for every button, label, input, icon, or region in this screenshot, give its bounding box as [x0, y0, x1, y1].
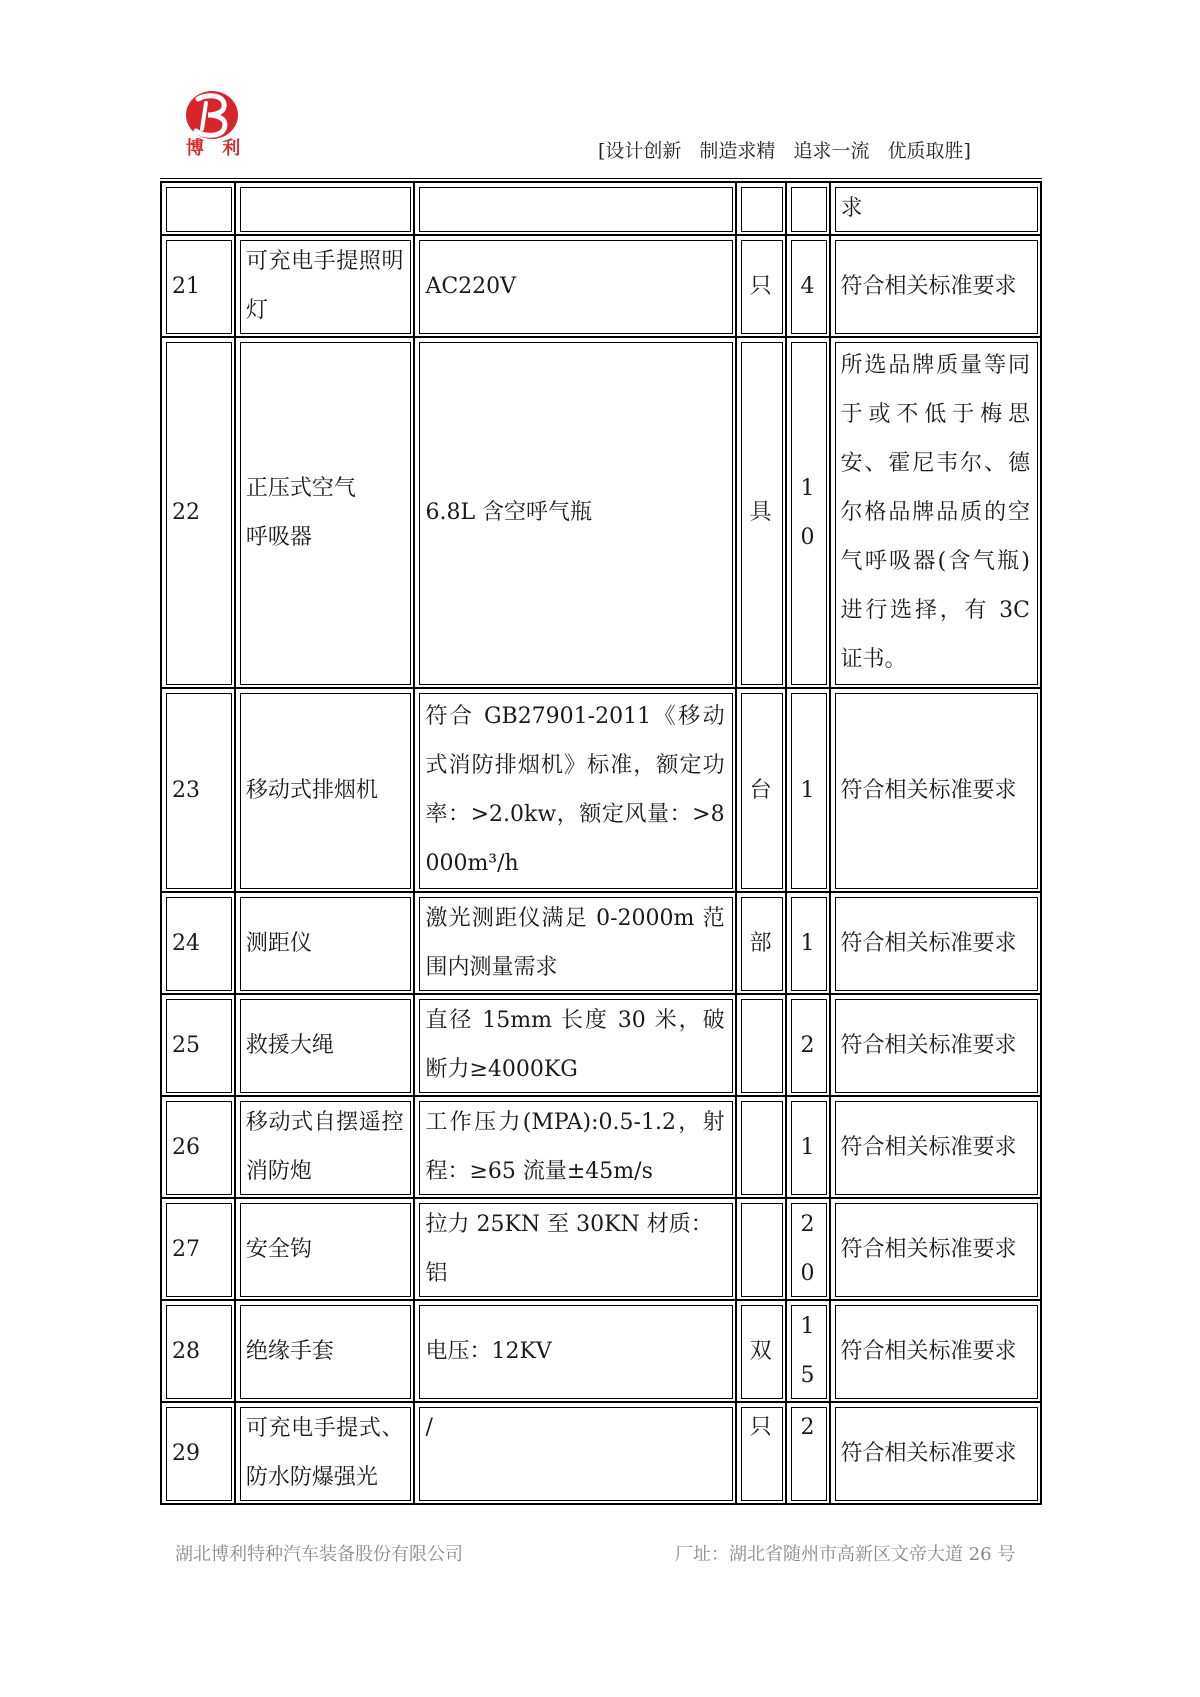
cell-spec: 激光测距仪满足 0-2000m 范围内测量需求	[415, 893, 736, 995]
footer-address: 厂址：湖北省随州市高新区文帝大道 26 号	[675, 1544, 1016, 1565]
cell-unit	[737, 1097, 787, 1199]
cell-name: 安全钩	[236, 1199, 416, 1301]
cell-spec: 工作压力(MPA):0.5-1.2，射程：≥65 流量±45m/s	[415, 1097, 736, 1199]
cell-unit: 台	[737, 689, 787, 893]
table-row	[162, 995, 1042, 1097]
table-row	[162, 1301, 1042, 1403]
table-row	[162, 236, 1042, 338]
cell-spec: /	[415, 1403, 736, 1505]
table-row	[162, 338, 1042, 689]
cell-qty: 1	[787, 1097, 831, 1199]
cell-name: 绝缘手套	[236, 1301, 416, 1403]
cell-requirement: 符合相关标准要求	[831, 893, 1042, 995]
slogan-part: [设计创新	[598, 140, 682, 162]
cell-name: 可充电手提式、防水防爆强光	[236, 1403, 416, 1505]
cell-qty: 1	[787, 689, 831, 893]
table-row	[162, 1403, 1042, 1505]
cell-spec: 电压：12KV	[415, 1301, 736, 1403]
header-slogan	[598, 136, 971, 163]
cell-no: 21	[162, 236, 236, 338]
cell-spec	[415, 183, 736, 236]
cell-requirement: 符合相关标准要求	[831, 1199, 1042, 1301]
cell-qty: 2	[787, 995, 831, 1097]
cell-name: 救援大绳	[236, 995, 416, 1097]
cell-no: 22	[162, 338, 236, 689]
cell-spec: 直径 15mm 长度 30 米，破断力≥4000KG	[415, 995, 736, 1097]
cell-requirement: 符合相关标准要求	[831, 1301, 1042, 1403]
cell-spec: 6.8L 含空呼气瓶	[415, 338, 736, 689]
footer-company: 湖北博利特种汽车装备股份有限公司	[175, 1544, 463, 1565]
cell-qty: 2	[787, 1403, 831, 1505]
equipment-table	[160, 181, 1042, 1505]
cell-no: 27	[162, 1199, 236, 1301]
cell-unit: 双	[737, 1301, 787, 1403]
cell-requirement: 符合相关标准要求	[831, 689, 1042, 893]
cell-qty: 1	[787, 893, 831, 995]
table-row	[162, 689, 1042, 893]
cell-no: 29	[162, 1403, 236, 1505]
slogan-part: 优质取胜]	[887, 140, 971, 162]
table-row	[162, 183, 1042, 236]
cell-qty	[787, 183, 831, 236]
cell-name	[236, 183, 416, 236]
slogan-part: 制造求精	[699, 140, 776, 162]
cell-spec: 符合 GB27901-2011《移动式消防排烟机》标准，额定功率：>2.0kw，额定风量：>8000m³/h	[415, 689, 736, 893]
cell-qty: 4	[787, 236, 831, 338]
cell-qty: 20	[787, 1199, 831, 1301]
cell-requirement: 符合相关标准要求	[831, 1097, 1042, 1199]
logo-text: 博 利	[186, 138, 247, 159]
slogan-part: 追求一流	[793, 140, 870, 162]
table-row	[162, 1199, 1042, 1301]
cell-spec: AC220V	[415, 236, 736, 338]
cell-no	[162, 183, 236, 236]
cell-name: 移动式排烟机	[236, 689, 416, 893]
cell-name	[236, 338, 416, 689]
cell-spec: 拉力 25KN 至 30KN 材质：铝	[415, 1199, 736, 1301]
cell-name-text: 正压式空气呼吸器	[245, 475, 356, 550]
header-divider	[160, 178, 1042, 179]
cell-requirement: 所选品牌质量等同于或不低于梅思安、霍尼韦尔、德尔格品牌品质的空气呼吸器(含气瓶)进行选择，有 3C 证书。	[831, 338, 1042, 689]
cell-requirement: 求	[831, 183, 1042, 236]
table-row	[162, 1097, 1042, 1199]
cell-unit	[737, 183, 787, 236]
cell-qty: 10	[787, 338, 831, 689]
cell-requirement: 符合相关标准要求	[831, 1403, 1042, 1505]
cell-unit: 只	[737, 1403, 787, 1505]
cell-no: 23	[162, 689, 236, 893]
cell-unit: 具	[737, 338, 787, 689]
cell-name: 测距仪	[236, 893, 416, 995]
cell-unit: 只	[737, 236, 787, 338]
cell-no: 26	[162, 1097, 236, 1199]
cell-qty: 15	[787, 1301, 831, 1403]
cell-name: 移动式自摆遥控消防炮	[236, 1097, 416, 1199]
table-row	[162, 893, 1042, 995]
cell-unit: 部	[737, 893, 787, 995]
cell-requirement: 符合相关标准要求	[831, 236, 1042, 338]
cell-requirement: 符合相关标准要求	[831, 995, 1042, 1097]
cell-no: 25	[162, 995, 236, 1097]
cell-no: 28	[162, 1301, 236, 1403]
cell-unit	[737, 1199, 787, 1301]
cell-unit	[737, 995, 787, 1097]
cell-no: 24	[162, 893, 236, 995]
cell-name: 可充电手提照明灯	[236, 236, 416, 338]
